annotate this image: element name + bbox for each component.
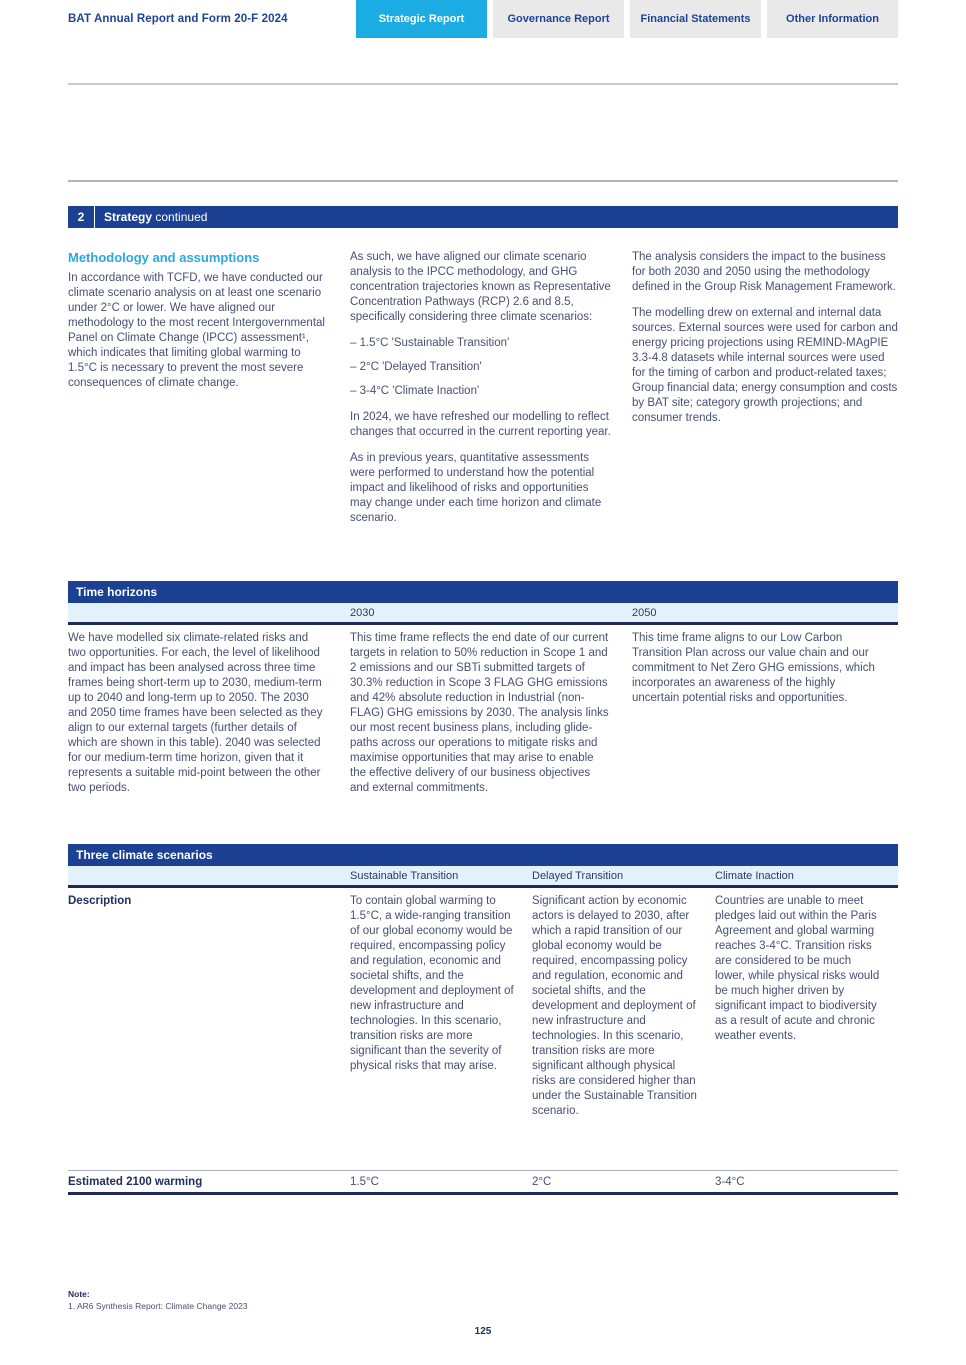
climate-scenarios-header-row [68, 866, 898, 888]
section-number: 2 [68, 206, 95, 228]
paragraph: As in previous years, quantitative assessments were performed to understand how the potential impact and likelihood of risks and opportunities may change under each time horizon and climate scenario. [350, 452, 602, 524]
column-header-sustainable-transition: Sustainable Transition [350, 869, 459, 882]
column-header-delayed-transition: Delayed Transition [532, 869, 624, 882]
column-header-climate-inaction: Climate Inaction [715, 869, 794, 882]
footnote-item: 1. AR6 Synthesis Report: Climate Change 2023 [68, 1301, 248, 1311]
description-climate-inaction: Countries are unable to meet pledges laid out within the Paris Agreement and global warming reaches 3-4°C. Transition risks are considered to be much lower, while physical risks would be much higher driven by significant impact to biodiversity as a result of acute and chronic weather events. [715, 895, 880, 1042]
scenario-bullet: – 1.5°C 'Sustainable Transition' [350, 337, 510, 349]
section-title [95, 210, 207, 224]
intro-column-3 [632, 250, 898, 537]
tab-governance-report[interactable]: Governance Report [493, 0, 624, 38]
report-title: BAT Annual Report and Form 20-F 2024 [68, 13, 288, 25]
time-horizons-banner: Time horizons [68, 581, 898, 603]
climate-scenarios-table [68, 844, 898, 1195]
report-tabs [356, 0, 898, 38]
footnote-label: Note: [68, 1289, 90, 1299]
estimated-warming-label: Estimated 2100 warming [68, 1175, 203, 1188]
section-title-bold: Strategy [104, 210, 153, 224]
time-horizons-2050-cell: This time frame aligns to our Low Carbon Transition Plan across our value chain and our commitment to Net Zero GHG emissions, which incorporates an awareness of the highly uncertain potential risks and opportunities. [632, 632, 875, 704]
footnote-block [68, 1288, 248, 1312]
climate-scenarios-banner: Three climate scenarios [68, 844, 898, 866]
intro-column-1 [68, 250, 330, 537]
tab-financial-statements[interactable]: Financial Statements [630, 0, 761, 38]
time-horizons-table [68, 581, 898, 882]
methodology-section [68, 250, 898, 537]
column-header-2030: 2030 [350, 606, 375, 619]
warming-value-delayed-transition: 2°C [532, 1175, 552, 1188]
scenario-bullet: – 2°C 'Delayed Transition' [350, 361, 482, 373]
estimated-warming-row [68, 1170, 898, 1195]
divider-line-top [68, 83, 898, 85]
paragraph: In 2024, we have refreshed our modelling to reflect changes that occurred in the current reporting year. [350, 411, 611, 438]
page-header [68, 0, 898, 38]
intro-column-2 [350, 250, 612, 537]
methodology-heading: Methodology and assumptions [68, 250, 260, 265]
description-row [68, 888, 898, 1170]
paragraph: In accordance with TCFD, we have conducted our climate scenario analysis on at least one scenario under 2°C or lower. We have aligned our methodology to the most recent Intergovernmental Panel on Climate Change (IPCC) assessment¹, which indicates that limiting global warming to 1.5°C is necessary to prevent the most severe consequences of climate change. [68, 272, 325, 389]
paragraph: The analysis considers the impact to the business for both 2030 and 2050 using the methodology defined in the Group Risk Management Framework. [632, 251, 896, 293]
time-horizons-header-row [68, 603, 898, 625]
column-header-2050: 2050 [632, 606, 657, 619]
paragraph: The modelling drew on external and internal data sources. External sources were used for carbon and energy pricing projections using REMIND-MAgPIE 3.3-4.8 datasets while internal sources were used for the timing of carbon and product-related taxes; Group financial data; energy consumption and costs by BAT site; category growth projections; and consumer trends. [632, 307, 898, 424]
page-number: 125 [474, 1326, 492, 1337]
section-banner [68, 206, 898, 228]
warming-value-sustainable-transition: 1.5°C [350, 1175, 379, 1188]
time-horizons-intro-cell: We have modelled six climate-related risks and two opportunities. For each, the level of likelihood and impact has been analysed across three time frames being short-term up to 2030, medium-term up to 2040 and long-term up to 2050. The 2030 and 2050 time frames have been selected as they align to our external targets (further details of which are shown in this table). 2040 was selected for our medium-term time horizon, given that it represents a suitable mid-point between the other two periods. [68, 632, 323, 794]
scenario-bullet-list [350, 336, 612, 399]
description-delayed-transition: Significant action by economic actors is delayed to 2030, after which a rapid transition of our global economy would be required, encompassing policy and regulation, economic and societal shifts, and the development and deployment of new infrastructure and technologies. In this scenario, transition risks are more significant although physical risks are considered higher than under the Sustainable Transition scenario. [532, 895, 697, 1117]
divider-line-bottom [68, 180, 898, 182]
description-sustainable-transition: To contain global warming to 1.5°C, a wide-ranging transition of our global economy would be required, encompassing policy and regulation, economic and societal shifts, and the development and deployment of new infrastructure and technologies. In this scenario, transition risks are more significant than the severity of physical risks that may arise. [350, 895, 514, 1072]
time-horizons-2030-cell: This time frame reflects the end date of our current targets in relation to 50% reduction in Scope 1 and 2 emissions and our SBTi submitted targets of 30.3% reduction in Scope 3 FLAG GHG emissions and 42% absolute reduction in Industrial (non-FLAG) GHG emissions by 2030. The analysis links our most recent business plans, including glide-paths across our operations to mitigate risks and maximise opportunities that may arise to enable the effective delivery of our business objectives and external commitments. [350, 632, 609, 794]
tab-strategic-report[interactable]: Strategic Report [356, 0, 487, 38]
tab-other-information[interactable]: Other Information [767, 0, 898, 38]
scenario-bullet: – 3-4°C 'Climate Inaction' [350, 385, 480, 397]
section-title-continued: continued [155, 210, 208, 224]
description-row-label: Description [68, 895, 132, 907]
warming-value-climate-inaction: 3-4°C [715, 1175, 745, 1188]
paragraph: As such, we have aligned our climate scenario analysis to the IPCC methodology, and GHG concentration trajectories known as Representative Concentration Pathways (RCP) 2.6 and 8.5, specifically considering three climate scenarios: [350, 251, 611, 323]
